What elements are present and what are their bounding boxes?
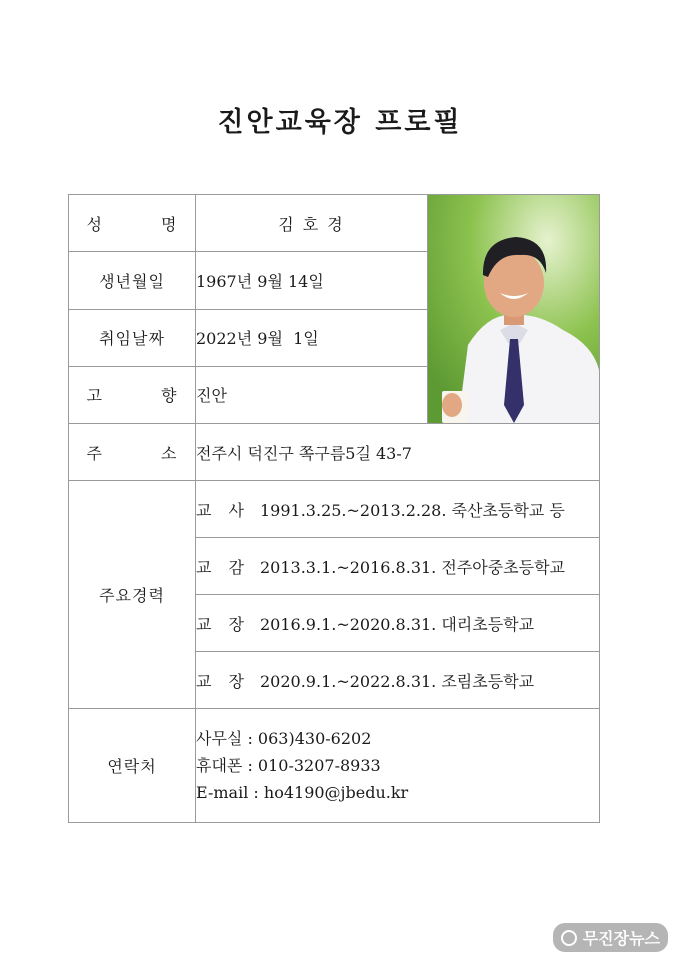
hometown-value: 진안 xyxy=(196,366,428,423)
career-role: 교 장 xyxy=(196,671,250,691)
appointed-label: 취임날짜 xyxy=(69,309,196,366)
logo-icon xyxy=(561,930,577,946)
career-role: 교 장 xyxy=(196,614,250,634)
career-detail: 2013.3.1.~2016.8.31. 전주아중초등학교 xyxy=(260,557,565,577)
watermark-text: 무진장뉴스 xyxy=(582,929,660,948)
name-label-second: 명 xyxy=(161,214,178,234)
hometown-label-second: 향 xyxy=(161,386,178,406)
profile-photo-cell xyxy=(428,195,600,424)
email-address: E-mail : ho4190@jbedu.kr xyxy=(196,783,409,802)
career-detail: 2020.9.1.~2022.8.31. 조림초등학교 xyxy=(260,671,535,691)
career-item xyxy=(196,595,600,652)
address-label xyxy=(69,424,196,481)
birth-label: 생년월일 xyxy=(69,252,196,309)
address-value: 전주시 덕진구 쪽구름5길 43-7 xyxy=(196,424,600,481)
person-portrait-illustration xyxy=(428,195,599,423)
name-label xyxy=(69,195,196,252)
career-item xyxy=(196,538,600,595)
career-item xyxy=(196,652,600,709)
contact-info xyxy=(196,709,600,823)
career-label: 주요경력 xyxy=(69,481,196,709)
name-label-first: 성 xyxy=(86,214,103,234)
hometown-label xyxy=(69,366,196,423)
appointed-value: 2022년 9월 1일 xyxy=(196,309,428,366)
birth-value: 1967년 9월 14일 xyxy=(196,252,428,309)
profile-table xyxy=(68,194,600,823)
career-role: 교 감 xyxy=(196,557,250,577)
address-label-first: 주 xyxy=(86,443,103,463)
career-item xyxy=(196,481,600,538)
mobile-phone: 휴대폰 : 010-3207-8933 xyxy=(196,756,381,775)
watermark xyxy=(553,923,668,952)
hometown-label-first: 고 xyxy=(86,386,103,406)
contact-label: 연락처 xyxy=(69,709,196,823)
name-value: 김 호 경 xyxy=(196,195,428,252)
career-detail: 1991.3.25.~2013.2.28. 죽산초등학교 등 xyxy=(260,500,565,520)
page-title: 진안교육장 프로필 xyxy=(217,107,463,138)
office-phone: 사무실 : 063)430-6202 xyxy=(196,729,372,748)
address-label-second: 소 xyxy=(161,443,178,463)
career-role: 교 사 xyxy=(196,500,250,520)
profile-photo xyxy=(428,195,599,423)
career-detail: 2016.9.1.~2020.8.31. 대리초등학교 xyxy=(260,614,535,634)
